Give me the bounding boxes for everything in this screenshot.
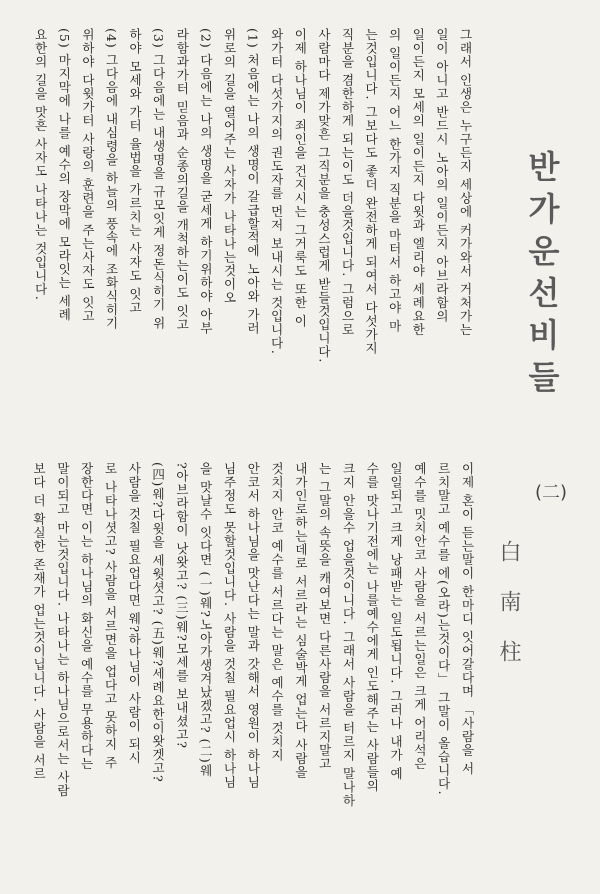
text-column: (2) 다음에는 나의 생명을 굳세게 하기위하야 아부 [198,28,214,336]
text-column: 크지 안을수 업을것이니다. 그래서 사람을 터르지 말나하 [341,462,356,808]
text-column: 일이든지 모세의 일이든지 다윗과 엘리야 세례요한 [410,28,426,337]
text-column: 안코서 하나님을 맛난다는 말과 갓해서 영원이 하나님 [245,462,261,789]
text-column: 사람을 것칠 필요업다면 웨?하나님이 사람이 되시 [126,462,142,765]
part-number: (二) [535,482,568,503]
text-column: 일일되고 크게 낭패받는 일도됩니다. 그러나 내가 예 [388,462,404,781]
text-column: 위로의 길을 열어주는 사자가 나타나는것이오 [222,28,237,305]
text-column: 직분을 겸한하게 되는이도 더을것입니다. 그럼으로 [340,28,355,337]
text-column: 요한의 길을 맛흔 사자도 나타나는 것입니다. [33,28,49,301]
text-column: 라함과가터 믿음과 순종의길을 개척하는이도 잇고 [174,28,190,332]
text-column: 하야 모세와 가터 율법을 가르치는 사자도 잇고 [127,28,143,315]
page-title: 반가운선비들 [523,150,561,402]
text-column: 장한다면 이는 하나님의 화신을 예수를 무용하다는 [79,462,95,771]
text-column: 내가인로하는데로 서르라는 심술박게 업는다 사람을 [293,462,309,779]
text-column: 일이 아니고 반드시 노아의 일이든지 아브라함의 [434,28,450,323]
text-column: 을 맛날수 잇다면 (一)웨?노아가생겨났겠고? (二)웨 [198,462,214,778]
text-column: 위하야 다윗가터 사랑의 훈련을 주는사자도 잇고 [80,28,96,323]
text-column: 것치지 안코 예수를 서르다는 말은 예수를 것치지 [269,462,285,762]
text-column: ?아브라함이 낫왓고? (三)웨?모세를 보내셨고? [174,462,190,749]
text-column: 예수를 밋치안코 사람을 서르는일은 크게 어리석은 [412,462,428,771]
text-column: (3) 그다음에는 내생명을 규모잇게 정돈식히기 위 [151,28,167,331]
text-column: 그래서 인생은 누구든지 세상에 커가와서 거처가는 [458,28,473,337]
text-column: 르치말고 예수를 에(오라)는것이다」 그말이 올습니다. [436,462,452,796]
text-column: 보다 더 확실한 존재가 업는것이닙니다. 사람을 서르 [31,462,47,781]
text-column: (1) 처음에는 나의 생명이 갈급할적에 노아와 가러 [245,28,261,336]
author-name: 白南柱 [496,540,521,690]
text-column: 이제 혼이 듣는말이 한마디 잇어갈다며 「사람을 서 [460,462,475,776]
text-column: 로 나타나셧고? 사람을 서르면을 업다고 못하지 주 [103,462,118,770]
text-column: 의 일이든지 어느 한가지 직분을 마터서 하고야 마 [387,28,403,333]
text-column: 말이되고 마는것입니다. 나타나는 하나님으로서는 사람 [55,462,71,798]
text-column: 수를 맛나기전에는 나를예수에게 인도해주는 사람들의 [364,462,380,793]
text-column: 는것입니다. 그보다도 좋더 완전하게 되여서 다섯가지 [363,28,379,355]
text-column: 와가터 다섯가지의 권도자를 먼저 보내시는 것입니다. [269,28,285,355]
text-column: (5) 마지막에 나를 예수의 장막에 모라잇는 세례 [56,28,72,322]
text-column: (4) 그다음에 내심령을 하늘의 풍속에 조화식히기 [104,28,119,331]
text-column: (四)웨?다윗을 세웟셧고? (五)웨?세례요한이왓겟고? [150,462,166,783]
text-column: 이제 하나님이 죄인을 건지시는 그거룩도 또한 이 [292,28,308,328]
text-column: 님주정도 못할것입니다. 사람을 것칠 필요업시 하나님 [222,462,237,789]
text-column: 는 그말의 속뜻을 캐여보면 다른사람을 서르지말고 [317,462,333,771]
text-column: 사람마다 제가맞흔 그직분을 충성스럽게 받들것입니다. [316,28,332,364]
